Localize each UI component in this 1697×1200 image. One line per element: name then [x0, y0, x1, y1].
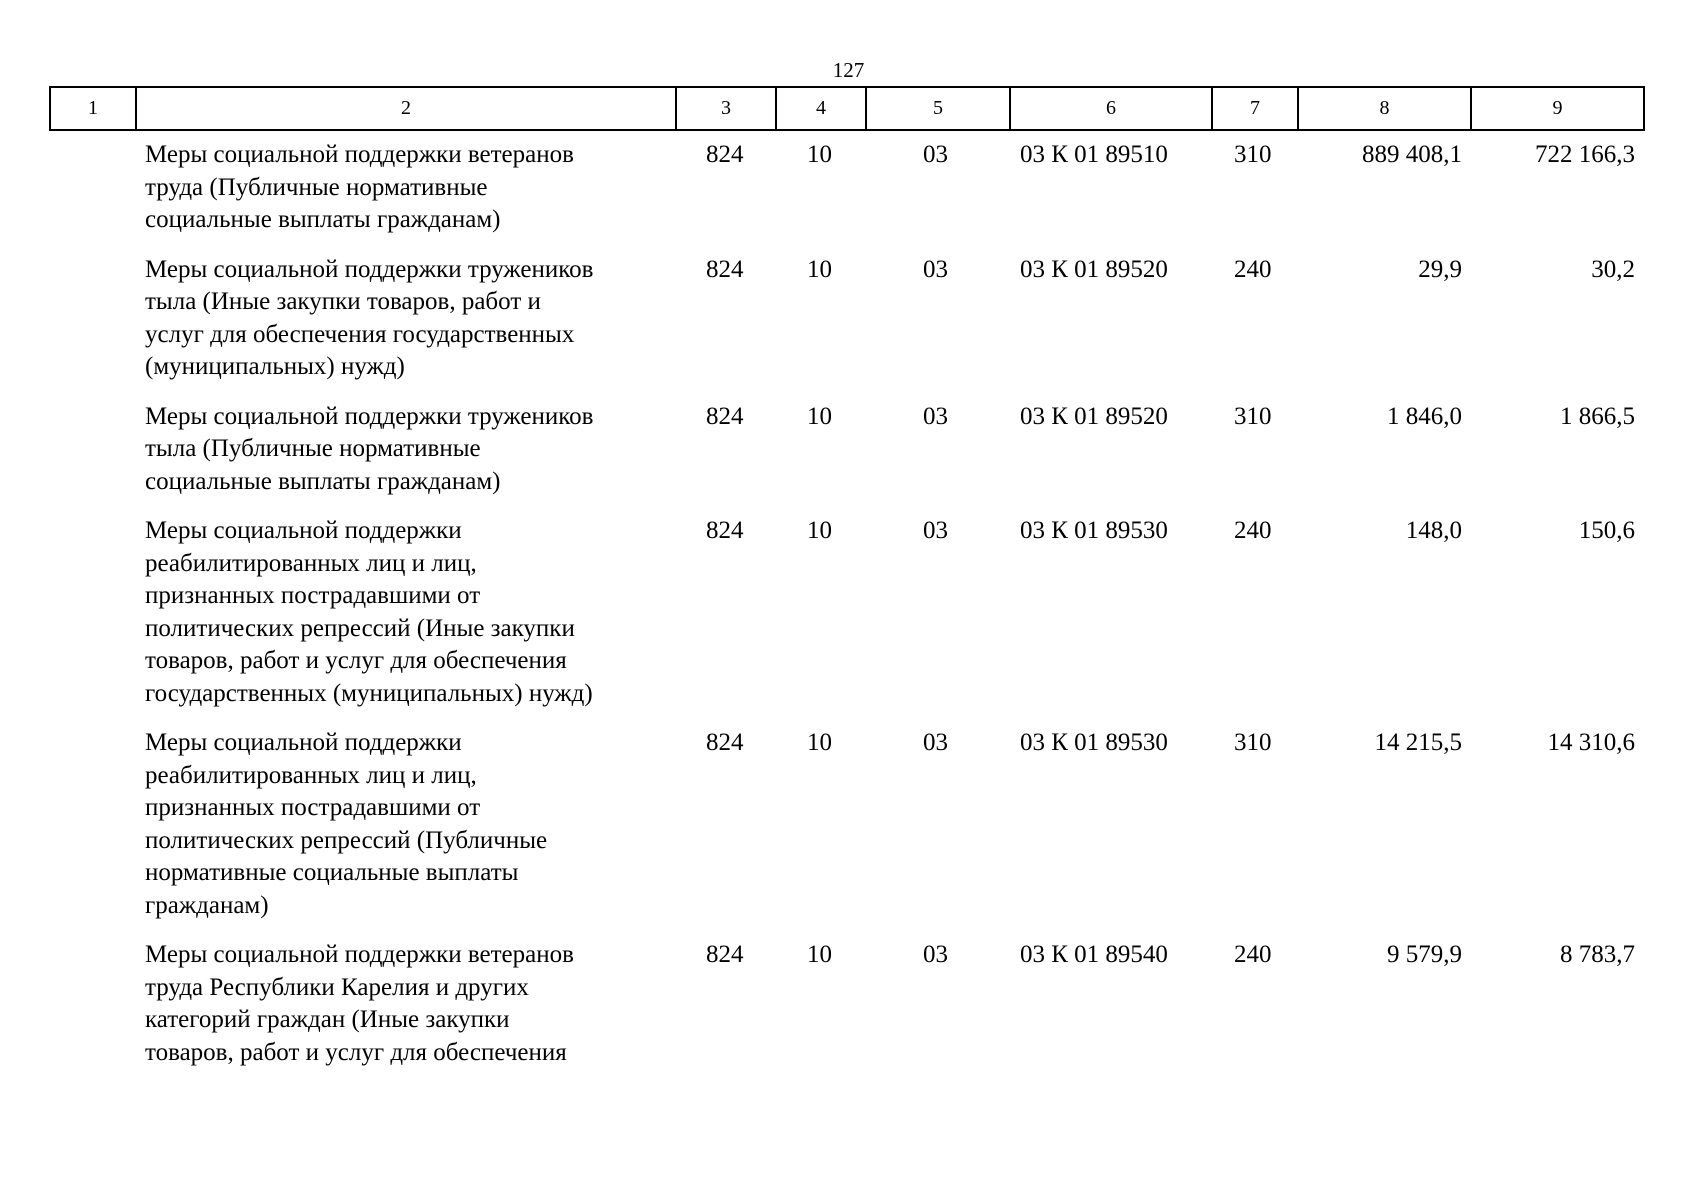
- row-description: Меры социальной поддержки тружеников тыла (Иные закупки товаров, работ и услуг для обеспечения государственных (муниципальных) нужд): [145, 255, 594, 380]
- row-description: Меры социальной поддержки ветеранов труда Республики Карелия и других категорий граждан (Иные закупки товаров, работ и услуг для обеспечения: [145, 941, 574, 1066]
- row-description: Меры социальной поддержки ветеранов труда (Публичные нормативные социальные выплаты гражданам): [145, 141, 574, 233]
- budget-table: [49, 86, 1645, 1076]
- row-col-7: 310: [1234, 729, 1272, 756]
- row-col-6: 03 К 01 89520: [1020, 255, 1168, 283]
- table-row: [50, 244, 1644, 391]
- header-col-5: 5: [866, 87, 1010, 130]
- row-col-9: 150,6: [1578, 517, 1635, 544]
- table-row: [50, 130, 1644, 244]
- header-col-7: 7: [1212, 87, 1298, 130]
- header-col-3: 3: [676, 87, 776, 130]
- row-col-8: 889 408,1: [1362, 141, 1462, 168]
- table-header: [50, 87, 1644, 130]
- row-col-9: 30,2: [1591, 255, 1635, 283]
- page-number: 127: [832, 58, 865, 82]
- row-col-6: 03 К 01 89530: [1020, 517, 1168, 544]
- table-row: [50, 929, 1644, 1076]
- row-description: Меры социальной поддержки реабилитированных лиц и лиц, признанных пострадавшими от политических репрессий (Иные закупки товаров, работ и услуг для обеспечения государственных (муниципальных) нужд): [145, 517, 593, 707]
- header-col-6: 6: [1010, 87, 1212, 130]
- row-col-7: 310: [1234, 141, 1272, 168]
- row-col-8: 148,0: [1405, 517, 1462, 544]
- row-col-3: 824: [706, 255, 744, 283]
- header-col-8: 8: [1298, 87, 1471, 130]
- row-col-5: 03: [923, 941, 948, 968]
- row-col-8: 29,9: [1418, 255, 1462, 283]
- row-col-4: 10: [807, 255, 832, 283]
- row-col-3: 824: [706, 729, 744, 756]
- row-col-6: 03 К 01 89530: [1020, 729, 1168, 756]
- header-col-2: 2: [136, 87, 676, 130]
- header-col-9: 9: [1471, 87, 1644, 130]
- row-col-6: 03 К 01 89540: [1020, 941, 1168, 968]
- row-col-7: 310: [1234, 402, 1272, 430]
- row-col-4: 10: [807, 941, 832, 968]
- row-col-3: 824: [706, 402, 744, 430]
- row-description: Меры социальной поддержки реабилитированных лиц и лиц, признанных пострадавшими от политических репрессий (Публичные нормативные социальные выплаты гражданам): [145, 729, 548, 919]
- row-col-9: 722 166,3: [1535, 141, 1635, 168]
- header-col-4: 4: [776, 87, 866, 130]
- row-col-4: 10: [807, 141, 832, 168]
- row-col-3: 824: [706, 941, 744, 968]
- row-col-4: 10: [807, 729, 832, 756]
- row-col-5: 03: [923, 402, 948, 430]
- row-col-8: 14 215,5: [1374, 729, 1462, 756]
- row-col-9: 1 866,5: [1560, 402, 1635, 430]
- header-row: [50, 87, 1644, 130]
- table-row: [50, 505, 1644, 717]
- row-col-9: 14 310,6: [1547, 729, 1635, 756]
- row-description: Меры социальной поддержки тружеников тыла (Публичные нормативные социальные выплаты гражданам): [145, 402, 594, 495]
- row-col-5: 03: [923, 255, 948, 283]
- row-col-7: 240: [1234, 255, 1272, 283]
- row-col-3: 824: [706, 517, 744, 544]
- row-col-6: 03 К 01 89510: [1020, 141, 1168, 168]
- row-col-4: 10: [807, 517, 832, 544]
- row-col-5: 03: [923, 729, 948, 756]
- row-col-5: 03: [923, 517, 948, 544]
- table-row: [50, 391, 1644, 506]
- row-col-5: 03: [923, 141, 948, 168]
- table-body: [50, 130, 1644, 1076]
- row-col-9: 8 783,7: [1560, 941, 1635, 968]
- row-col-6: 03 К 01 89520: [1020, 402, 1168, 430]
- row-col-7: 240: [1234, 517, 1272, 544]
- row-col-4: 10: [807, 402, 832, 430]
- row-col-3: 824: [706, 141, 744, 168]
- header-col-1: 1: [50, 87, 136, 130]
- row-col-8: 1 846,0: [1387, 402, 1462, 430]
- row-col-8: 9 579,9: [1387, 941, 1462, 968]
- table-row: [50, 717, 1644, 929]
- row-col-7: 240: [1234, 941, 1272, 968]
